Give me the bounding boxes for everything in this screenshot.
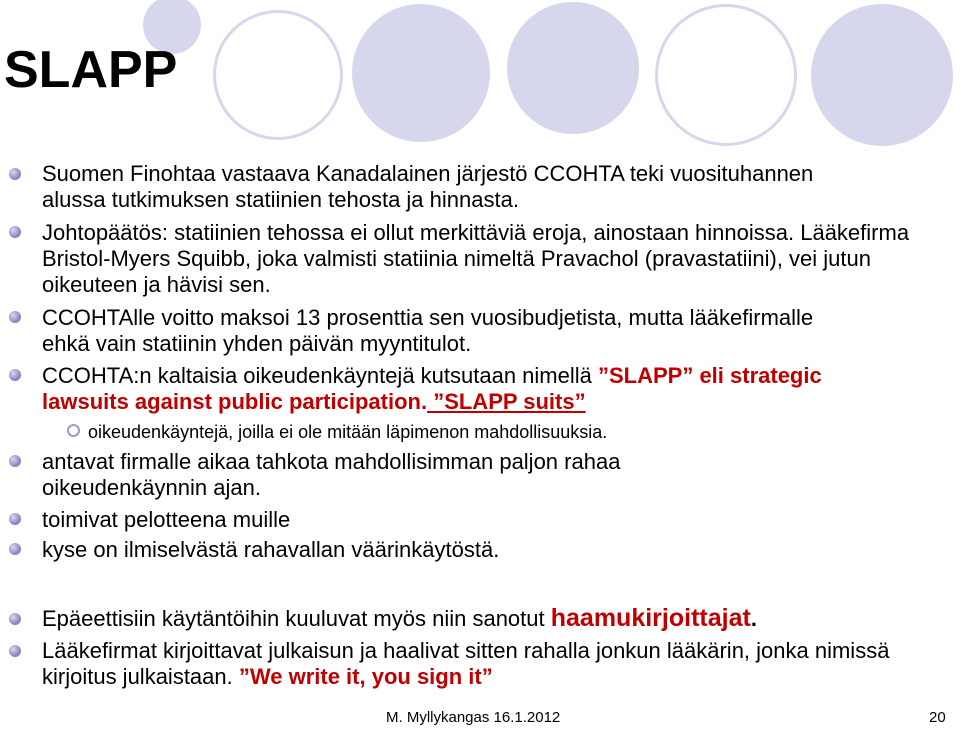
bullet-5-text: antavat firmalle aikaa tahkota mahdollisimman paljon rahaa oikeudenkäynnin ajan. <box>42 449 621 500</box>
bullet-icon <box>9 543 21 555</box>
page-number: 20 <box>929 709 946 726</box>
bullet-icon <box>9 455 21 467</box>
decor-circle-3 <box>352 4 490 142</box>
bullet-icon <box>9 369 21 381</box>
decor-circle-2 <box>213 10 343 140</box>
bullet-icon <box>9 311 21 323</box>
bullet-3-text: CCOHTAlle voitto maksoi 13 prosenttia sen vuosibudjetista, mutta lääkefirmalle ehkä vain statiinin yhden päivän myyntitulot. <box>42 305 814 356</box>
ghostwriters-term: haamukirjoittajat <box>550 604 751 632</box>
bullet-icon <box>9 645 21 657</box>
bullet-8-plain: Epäeettisiin käytäntöihin kuuluvat myös niin sanotut <box>42 606 551 631</box>
bullet-9-text <box>42 638 927 690</box>
slapp-suits: ”SLAPP suits” <box>427 389 586 414</box>
bullet-1-text: Suomen Finohtaa vastaava Kanadalainen järjestö CCOHTA teki vuosituhannen alussa tutkimuksen statiinien tehosta ja hinnasta. <box>42 161 814 212</box>
bullet-8-end: . <box>750 606 757 631</box>
bullet-9-plain: Lääkefirmat kirjoittavat julkaisun ja haalivat sitten rahalla jonkun lääkärin, jonka nimissä kirjoitus julkaistaan. <box>42 638 890 689</box>
we-write-it-quote: ”We write it, you sign it” <box>238 664 493 689</box>
bullet-icon <box>9 513 21 525</box>
footer-author: M. Myllykangas 16.1.2012 <box>386 709 561 726</box>
bullet-7-text: kyse on ilmiselvästä rahavallan väärinkäytöstä. <box>42 537 500 562</box>
sub-bullet-text: oikeudenkäyntejä, joilla ei ole mitään läpimenon mahdollisuuksia. <box>88 422 608 442</box>
bullet-icon <box>9 613 21 625</box>
bullet-2-text: Johtopäätös: statiinien tehossa ei ollut merkittäviä eroja, ainostaan hinnoissa. Lääkefirma Bristol-Myers Squibb, joka valmisti statiinia nimeltä Pravachol (pravastatiini), vei jutun oikeuteen ja hävisi sen. <box>42 220 910 297</box>
decor-circle-5 <box>655 4 797 146</box>
slapp-definition: ”SLAPP” eli strategic lawsuits against public participation. <box>42 363 822 414</box>
bullet-icon <box>9 226 21 238</box>
bullet-4-text <box>42 363 892 415</box>
decor-circle-6 <box>811 4 953 146</box>
decor-circle-4 <box>507 2 639 134</box>
bullet-4-plain: CCOHTA:n kaltaisia oikeudenkäyntejä kutsutaan nimellä <box>42 363 598 388</box>
bullet-icon <box>9 168 21 180</box>
slide-title: SLAPP <box>4 41 178 99</box>
bullet-8-text <box>42 605 942 632</box>
sub-bullet-icon <box>67 424 80 437</box>
bullet-6-text: toimivat pelotteena muille <box>42 507 291 532</box>
